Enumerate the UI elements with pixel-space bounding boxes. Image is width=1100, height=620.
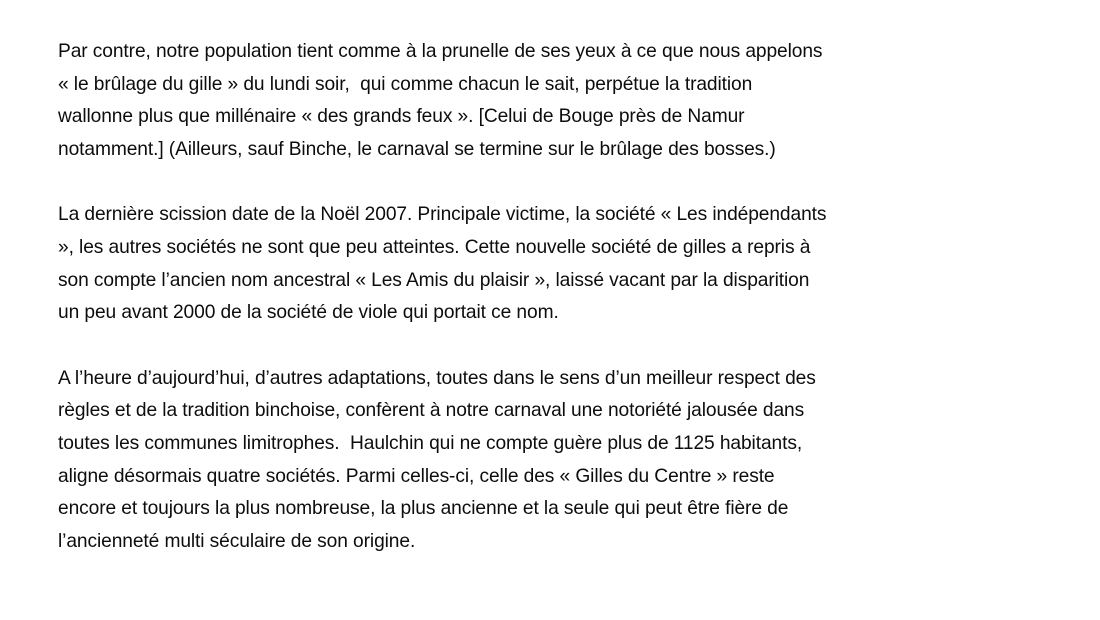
text-line: encore et toujours la plus nombreuse, la plus ancienne et la seule qui peut être fière de (58, 498, 789, 520)
text-line: », les autres sociétés ne sont que peu atteintes. Cette nouvelle société de gilles a repris à (58, 236, 811, 258)
text-line: notamment.] (Ailleurs, sauf Binche, le carnaval se termine sur le brûlage des bosses.) (58, 138, 776, 160)
text-line: A l’heure d’aujourd’hui, d’autres adaptations, toutes dans le sens d’un meilleur respect des (58, 367, 816, 389)
text-line: La dernière scission date de la Noël 2007. Principale victime, la société « Les indépendants (58, 204, 827, 226)
paragraph-1 (58, 36, 1058, 166)
document-body (58, 36, 1058, 591)
text-line: wallonne plus que millénaire « des grands feux ». [Celui de Bouge près de Namur (58, 106, 745, 128)
text-line: l’ancienneté multi séculaire de son origine. (58, 530, 416, 552)
text-line: règles et de la tradition binchoise, confèrent à notre carnaval une notoriété jalousée dans (58, 400, 805, 422)
text-line: aligne désormais quatre sociétés. Parmi celles-ci, celle des « Gilles du Centre » reste (58, 465, 775, 487)
paragraph-3 (58, 363, 1058, 559)
text-line: son compte l’ancien nom ancestral « Les Amis du plaisir », laissé vacant par la disparition (58, 269, 810, 291)
text-line: toutes les communes limitrophes. Haulchin qui ne compte guère plus de 1125 habitants, (58, 432, 803, 454)
text-line: un peu avant 2000 de la société de viole qui portait ce nom. (58, 302, 559, 324)
text-line: « le brûlage du gille » du lundi soir, qui comme chacun le sait, perpétue la tradition (58, 73, 753, 95)
text-line: Par contre, notre population tient comme à la prunelle de ses yeux à ce que nous appelons (58, 41, 823, 62)
paragraph-2 (58, 199, 1058, 329)
